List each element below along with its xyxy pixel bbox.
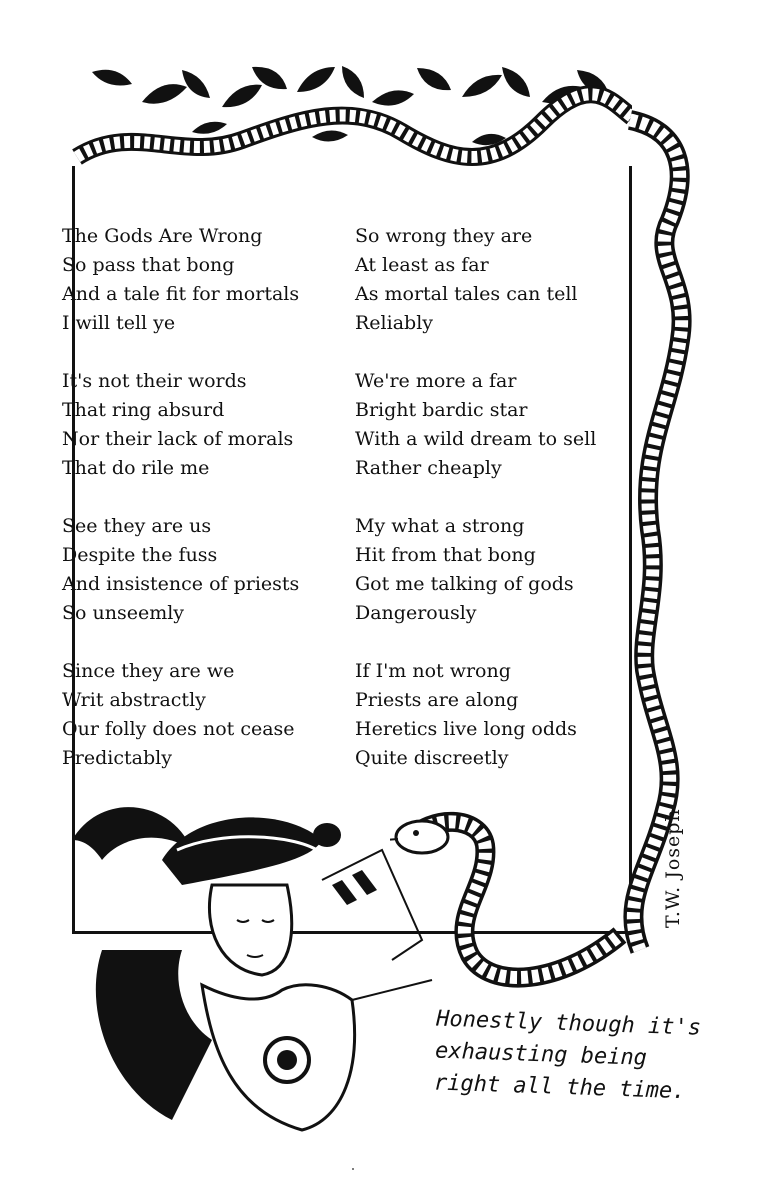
poem-line: Writ abstractly — [62, 689, 206, 711]
poem-line: Got me talking of gods — [355, 573, 574, 595]
poem-line: Predictably — [62, 747, 172, 769]
poem-left-column — [62, 222, 332, 802]
poem-line: Heretics live long odds — [355, 718, 577, 740]
poem-line: Hit from that bong — [355, 544, 536, 566]
poem-line: Reliably — [355, 312, 434, 334]
poem-line: So wrong they are — [355, 225, 533, 247]
stanza — [62, 222, 332, 338]
stanza — [355, 367, 625, 483]
poem-line: Rather cheaply — [355, 457, 502, 479]
author-signature: T.W. Joseph — [662, 808, 684, 928]
poem-line: Our folly does not cease — [62, 718, 295, 740]
handwritten-line: exhausting being — [434, 1038, 648, 1071]
poem-line: We're more a far — [355, 370, 517, 392]
poem-line: Quite discreetly — [355, 747, 509, 769]
poem-line: And a tale fit for mortals — [62, 283, 300, 305]
poem-line: And insistence of priests — [62, 573, 300, 595]
stanza — [355, 222, 625, 338]
lady-with-feathered-hat-illustration — [62, 790, 442, 1155]
stanza — [355, 657, 625, 773]
poem-line: So unseemly — [62, 602, 185, 624]
poem-line: I will tell ye — [62, 312, 176, 334]
handwritten-line: Honestly though it's — [435, 1006, 702, 1041]
poem-line: At least as far — [355, 254, 489, 276]
poem-line: Nor their lack of morals — [62, 428, 294, 450]
poem-line: Dangerously — [355, 602, 477, 624]
poem-line: That ring absurd — [62, 399, 225, 421]
poem-line: My what a strong — [355, 515, 525, 537]
handwritten-line: right all the time. — [433, 1070, 686, 1105]
poem-line: It's not their words — [62, 370, 247, 392]
poem-line: Priests are along — [355, 689, 519, 711]
poem-line: So pass that bong — [62, 254, 235, 276]
ink-speck — [352, 1168, 354, 1170]
handwritten-note — [433, 1003, 702, 1108]
poem-right-column — [355, 222, 625, 802]
stanza — [355, 512, 625, 628]
poem-line: Despite the fuss — [62, 544, 218, 566]
poem-line: See they are us — [62, 515, 212, 537]
poem-line: If I'm not wrong — [355, 660, 511, 682]
stanza — [62, 367, 332, 483]
poem-line: That do rile me — [62, 457, 210, 479]
poem-line: The Gods Are Wrong — [62, 225, 263, 247]
poem-line: Bright bardic star — [355, 399, 528, 421]
poem-line: Since they are we — [62, 660, 235, 682]
leaf-snake-banner-illustration — [72, 62, 632, 166]
poem-line: With a wild dream to sell — [355, 428, 597, 450]
stanza — [62, 512, 332, 628]
stanza — [62, 657, 332, 773]
poem-line: As mortal tales can tell — [355, 283, 578, 305]
